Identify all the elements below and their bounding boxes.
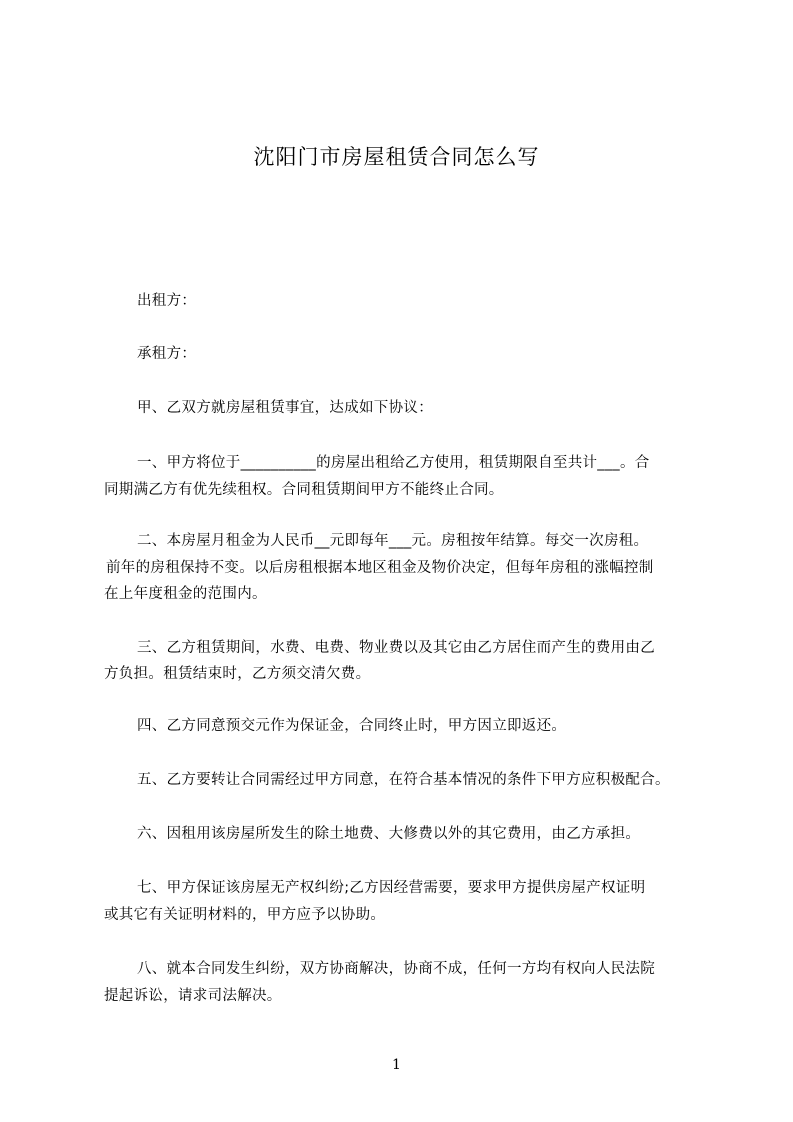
- clause-3-line-2: 方负担。租赁结束时，乙方须交清欠费。: [104, 666, 371, 682]
- clause-7-line-2: 或其它有关证明材料的，甲方应予以协助。: [104, 907, 386, 923]
- clause-2-line-3: 在上年度租金的范围内。: [104, 586, 267, 602]
- clause-8-line-1: 八、就本合同发生纠纷，双方协商解决，协商不成，任何一方均有权向人民法院: [137, 961, 655, 977]
- clause-8-line-2: 提起诉讼，请求司法解决。: [104, 988, 282, 1004]
- clause-2-line-2: 前年的房租保持不变。以后房租根据本地区租金及物价决定，但每年房租的涨幅控制: [106, 560, 654, 576]
- page-number: 1: [392, 1057, 401, 1073]
- clause-7-line-1: 七、甲方保证该房屋无产权纠纷;乙方因经营需要，要求甲方提供房屋产权证明: [137, 880, 646, 896]
- clause-6-line-1: 六、因租用该房屋所发生的除土地费、大修费以外的其它费用，由乙方承担。: [137, 826, 641, 842]
- clause-5-line-1: 五、乙方要转让合同需经过甲方同意，在符合基本情况的条件下甲方应积极配合。: [137, 772, 670, 788]
- document-title: 沈阳门市房屋租赁合同怎么写: [253, 145, 540, 169]
- clause-4-line-1: 四、乙方同意预交元作为保证金，合同终止时，甲方因立即返还。: [137, 718, 567, 734]
- clause-2-line-1: 二、本房屋月租金为人民币__元即每年___元。房租按年结算。每交一次房租。: [137, 533, 649, 549]
- lessee-label: 承租方：: [137, 346, 197, 362]
- clause-1-line-1: 一、甲方将位于__________的房屋出租给乙方使用，租赁期限自至共计___。合: [137, 455, 650, 471]
- lessor-label: 出租方：: [137, 293, 197, 309]
- clause-1-line-2: 同期满乙方有优先续租权。合同租赁期间甲方不能终止合同。: [104, 482, 504, 498]
- clause-3-line-1: 三、乙方租赁期间，水费、电费、物业费以及其它由乙方居住而产生的费用由乙: [137, 640, 655, 656]
- intro-text: 甲、乙双方就房屋租赁事宜，达成如下协议：: [137, 400, 433, 416]
